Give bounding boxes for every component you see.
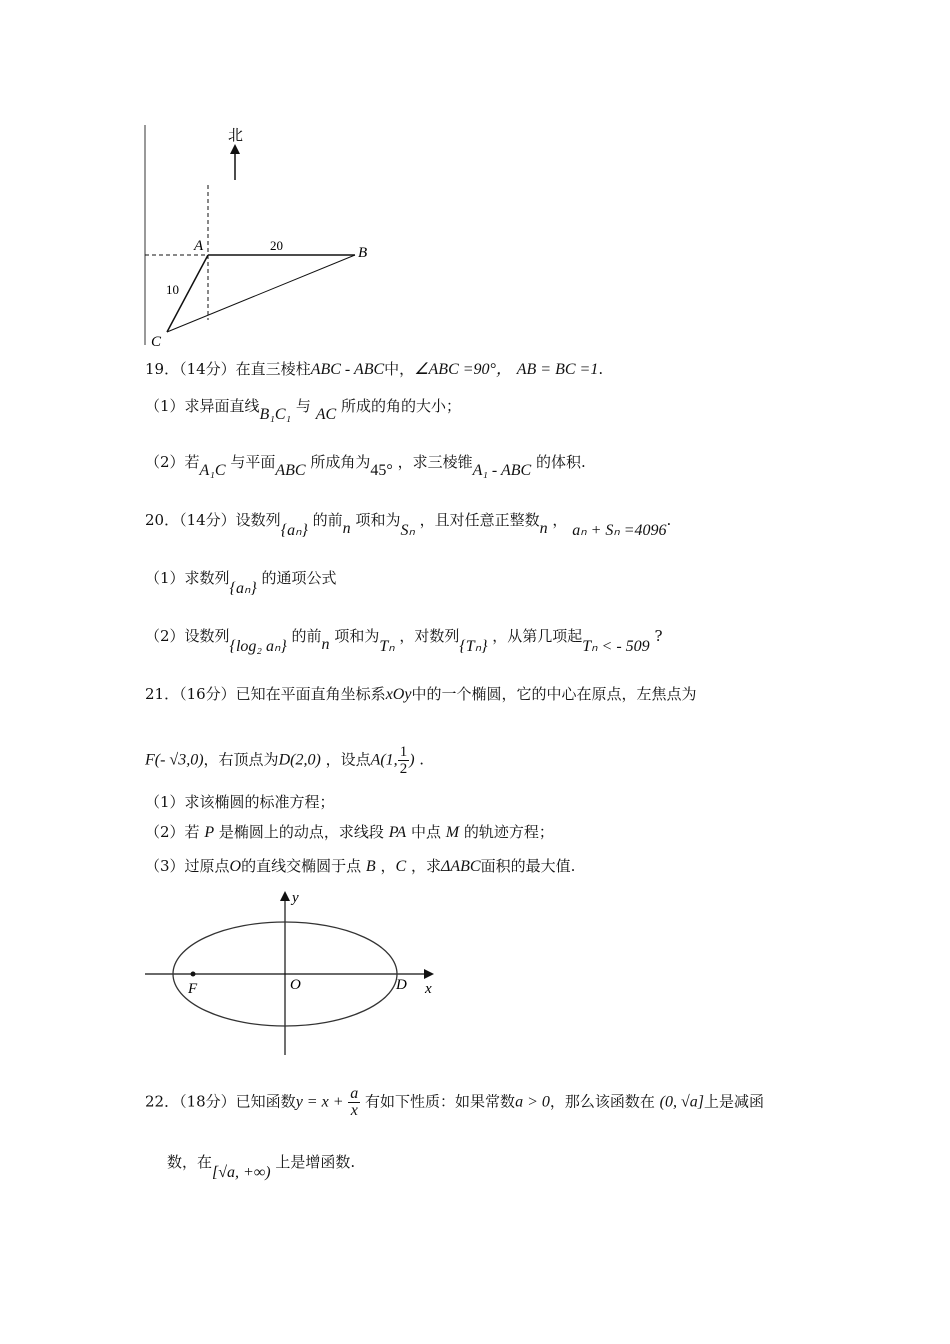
ab-length-label: 20 — [270, 238, 283, 253]
x-axis-label: x — [425, 981, 432, 997]
north-label: 北 — [228, 128, 244, 144]
point-c-label: C — [151, 334, 162, 350]
q19-stem: 19．（14分）在直三棱柱ABC - ABC中，∠ABC =90°， AB = BC =1. — [145, 360, 604, 378]
navigation-figure — [140, 120, 380, 350]
q21-part1: （1）求该椭圆的标准方程； — [145, 793, 335, 811]
q20-part1: （1）求数列{aₙ} 的通项公式 — [145, 569, 337, 597]
q21-stem-cont: F(- √3,0)，右顶点为D(2,0) ，设点A(1, $\frac{1}{2}$ ) . — [145, 744, 425, 777]
q21-part3: （3）过原点O的直线交椭圆于点 B ，C ，求ΔABC面积的最大值. — [145, 857, 576, 875]
x-axis-arrow — [424, 969, 434, 979]
origin-label: O — [290, 977, 301, 993]
y-axis-label: y — [292, 890, 299, 906]
q20-part2: （2）设数列{log₂ aₙ} 的前n 项和为Tₙ ，对数列{Tₙ} ，从第几项起Tₙ < - 509 ? — [145, 627, 663, 655]
vertex-label: D — [396, 977, 407, 993]
y-axis-arrow — [280, 891, 290, 901]
q21-part2: （2）若 P 是椭圆上的动点，求线段 PA 中点 M 的轨迹方程； — [145, 823, 554, 841]
ac-length-label: 10 — [166, 282, 179, 297]
segment-bc — [167, 255, 355, 332]
ellipse-figure — [140, 885, 450, 1060]
q20-stem: 20．（14分）设数列{aₙ} 的前n 项和为Sₙ ，且对任意正整数n ， aₙ + Sₙ =4096. — [145, 511, 672, 539]
north-arrow-head — [230, 144, 240, 154]
point-b-label: B — [358, 245, 368, 261]
point-a-label: A — [194, 238, 204, 254]
q22-stem: 22．（18分）已知函数y = x + $\frac{a}{x}$ 有如下性质：如果常数a > 0，那么该函数在 (0, √a]上是减函 — [145, 1085, 765, 1119]
focus-point — [191, 972, 196, 977]
q21-stem: 21．（16分）已知在平面直角坐标系xOy中的一个椭圆，它的中心在原点，左焦点为 — [145, 685, 697, 703]
q22-stem-cont: 数，在[√a, +∞) 上是增函数. — [167, 1153, 356, 1181]
focus-label: F — [188, 981, 198, 997]
q19-part1: （1）求异面直线B₁C₁ 与 AC 所成的角的大小； — [145, 397, 461, 423]
q19-part2: （2）若A₁C 与平面ABC 所成角为45° ，求三棱锥A₁ - ABC 的体积. — [145, 453, 586, 479]
